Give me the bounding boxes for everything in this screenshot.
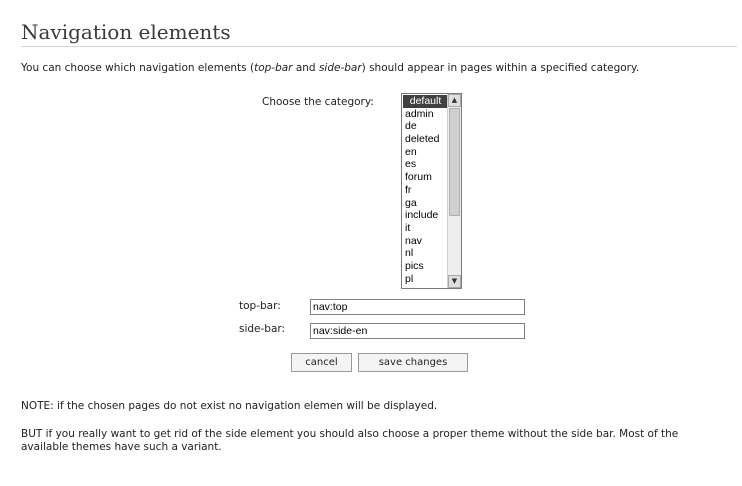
scroll-down-arrow-icon[interactable]: ▼: [448, 275, 461, 288]
category-option[interactable]: nl: [405, 247, 414, 260]
category-scrollbar[interactable]: [447, 94, 461, 288]
category-option[interactable]: deleted: [405, 133, 440, 146]
intro-text-after: ) should appear in pages within a specified category.: [361, 62, 640, 74]
intro-topbar-term: top-bar: [254, 62, 293, 74]
category-label: Choose the category:: [262, 96, 374, 108]
cancel-button[interactable]: cancel: [291, 353, 352, 372]
theme-note-line-1: BUT if you really want to get rid of the side element you should also choose a proper theme without the side bar. Most of the: [21, 428, 679, 440]
category-option[interactable]: pl: [405, 272, 414, 285]
category-option[interactable]: pics: [405, 259, 424, 272]
category-listbox[interactable]: [401, 93, 462, 289]
category-option[interactable]: en: [405, 145, 417, 158]
category-option[interactable]: include: [405, 209, 439, 222]
category-option[interactable]: fr: [405, 183, 412, 196]
category-option[interactable]: ga: [405, 196, 417, 209]
note-text: NOTE: if the chosen pages do not exist no navigation elemen will be displayed.: [21, 400, 438, 412]
intro-sidebar-term: side-bar: [318, 62, 362, 74]
category-option[interactable]: it: [405, 221, 411, 234]
category-option[interactable]: admin: [405, 107, 434, 120]
title-divider: [21, 46, 737, 47]
category-option[interactable]: de: [405, 120, 417, 133]
page-title: Navigation elements: [21, 20, 231, 44]
save-changes-button[interactable]: save changes: [358, 353, 468, 372]
topbar-input[interactable]: [310, 299, 525, 315]
intro-text-and: and: [292, 62, 319, 74]
sidebar-label: side-bar:: [239, 323, 286, 335]
theme-note-line-2: available themes have such a variant.: [21, 441, 222, 453]
intro-text-before: You can choose which navigation elements (: [21, 62, 255, 74]
category-option[interactable]: default: [403, 95, 448, 108]
scroll-thumb[interactable]: [449, 108, 460, 216]
category-option[interactable]: forum: [405, 171, 432, 184]
category-options: [403, 95, 448, 285]
intro-text: [21, 62, 639, 74]
scroll-up-arrow-icon[interactable]: ▲: [448, 94, 461, 107]
sidebar-input[interactable]: [310, 323, 525, 339]
category-option[interactable]: es: [405, 158, 417, 171]
topbar-label: top-bar:: [239, 300, 281, 312]
category-option[interactable]: nav: [405, 234, 422, 247]
